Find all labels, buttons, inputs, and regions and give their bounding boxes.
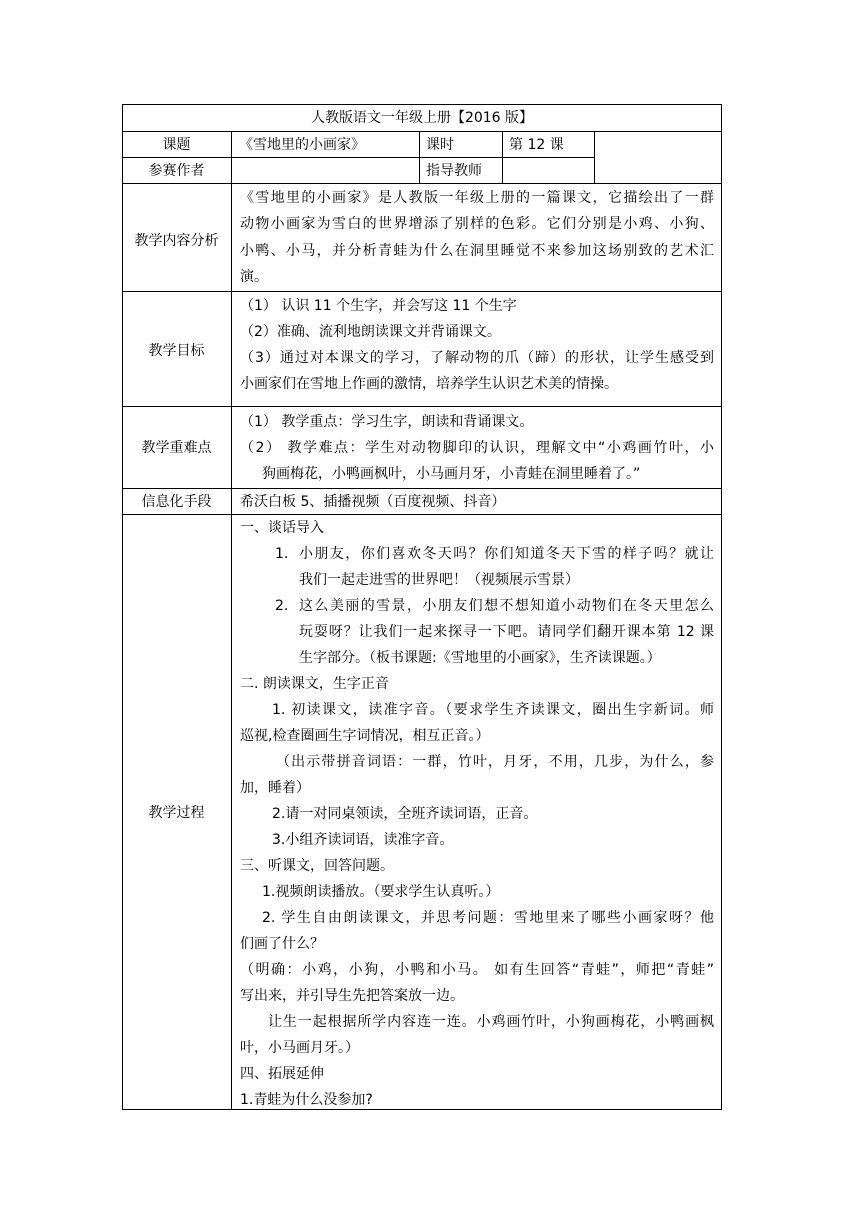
process-line: 3.小组齐读词语，读准字音。 xyxy=(272,832,454,848)
row-line-7 xyxy=(122,514,722,515)
goals-line: 小画家们在雪地上作画的激情，培养学生认识艺术美的情操。 xyxy=(240,376,618,392)
label-column-divider xyxy=(231,131,232,1110)
period-value: 第 12 课 xyxy=(509,137,564,153)
process-line: （明确：小鸡，小狗，小鸭和小马。 如有生回答“青蛙”，师把“青蛙” xyxy=(240,962,714,978)
keypoints-line: 狗画梅花，小鸭画枫叶，小马画月牙，小青蛙在洞里睡着了。” xyxy=(262,466,641,482)
process-line: （出示带拼音词语：一群，竹叶，月牙，不用，几步，为什么，参 xyxy=(276,754,714,770)
period-label: 课时 xyxy=(426,137,454,153)
process-line: 让生一起根据所学内容连一连。小鸡画竹叶，小狗画梅花，小鸭画枫 xyxy=(268,1014,714,1030)
row-line-4 xyxy=(122,291,722,292)
process-line: 加，睡着） xyxy=(240,780,310,796)
lesson-label: 课题 xyxy=(162,137,191,153)
goals-label: 教学目标 xyxy=(148,343,205,359)
process-label: 教学过程 xyxy=(148,805,205,821)
process-line: 巡视,检查圈画生字词情况，相互正音。） xyxy=(240,728,490,744)
analysis-line: 《雪地里的小画家》是人教版一年级上册的一篇课文，它描绘出了一群 xyxy=(240,190,714,206)
goals-line: （3）通过对本课文的学习，了解动物的爪（蹄）的形状，让学生感受到 xyxy=(240,350,714,366)
row-line-6 xyxy=(122,488,722,489)
process-heading: 四、拓展延伸 xyxy=(240,1066,324,1082)
analysis-line: 动物小画家为雪白的世界增添了别样的色彩。它们分别是小鸡、小狗、 xyxy=(240,216,714,232)
process-line: 这么美丽的雪景，小朋友们想不想知道小动物们在冬天里怎么 xyxy=(299,598,714,614)
keypoints-line: （1） 教学重点：学习生字，朗读和背诵课文。 xyxy=(240,414,534,430)
process-line: 2. 学生自由朗读课文，并思考问题：雪地里来了哪些小画家呀？他 xyxy=(262,910,714,926)
row-line-3 xyxy=(122,183,722,184)
process-line: 小朋友，你们喜欢冬天吗？你们知道冬天下雪的样子吗？就让 xyxy=(299,546,714,562)
document-title: 人教版语文一年级上册【2016 版】 xyxy=(310,110,534,126)
list-number: 2. xyxy=(275,598,289,614)
process-line: 1.视频朗读播放。（要求学生认真听。） xyxy=(262,884,500,900)
process-line: 叶，小马画月牙。） xyxy=(240,1040,359,1056)
author-label: 参赛作者 xyxy=(148,163,205,179)
analysis-line: 小鸭、小马，并分析青蛙为什么在洞里睡觉不来参加这场别致的艺术汇 xyxy=(240,243,714,259)
row-line-5 xyxy=(122,406,722,407)
process-heading: 二. 朗读课文，生字正音 xyxy=(240,676,389,692)
media-label: 信息化手段 xyxy=(141,494,212,510)
list-number: 1. xyxy=(275,546,289,562)
process-line: 2.请一对同桌领读，全班齐读词语，正音。 xyxy=(272,806,538,822)
table-border-left xyxy=(122,104,123,1110)
goals-line: （1） 认识 11 个生字，并会写这 11 个生字 xyxy=(240,298,517,314)
process-line: 1.青蛙为什么没参加? xyxy=(240,1092,373,1108)
table-border-bottom xyxy=(122,1109,722,1110)
process-heading: 三、听课文，回答问题。 xyxy=(240,858,394,874)
process-heading: 一、谈话导入 xyxy=(240,520,324,536)
table-border-top xyxy=(122,104,722,105)
process-line: 我们一起走进雪的世界吧！（视频展示雪景） xyxy=(299,572,579,588)
process-line: 生字部分。（板书课题:《雪地里的小画家》，生齐读课题。） xyxy=(299,650,661,666)
process-line: 玩耍呀？让我们一起来探寻一下吧。请同学们翻开课本第 12 课 xyxy=(299,624,714,640)
process-line: 1. 初读课文，读准字音。（要求学生齐读课文，圈出生字新词。师 xyxy=(272,702,714,718)
process-line: 写出来，并引导生先把答案放一边。 xyxy=(240,988,464,1004)
process-line: 们画了什么？ xyxy=(240,936,324,952)
row-line-2 xyxy=(122,157,595,158)
keypoints-label: 教学重难点 xyxy=(141,440,212,456)
goals-line: （2）准确、流利地朗读课文并背诵课文。 xyxy=(240,324,501,340)
row-line-1 xyxy=(122,131,722,132)
table-border-right xyxy=(721,104,722,1110)
analysis-label: 教学内容分析 xyxy=(134,233,219,249)
advisor-label: 指导教师 xyxy=(426,163,482,179)
analysis-line: 演。 xyxy=(240,269,268,285)
lesson-value: 《雪地里的小画家》 xyxy=(239,137,365,153)
media-value: 希沃白板 5、插播视频（百度视频、抖音） xyxy=(240,494,506,510)
keypoints-line: （2） 教学难点：学生对动物脚印的认识，理解文中“小鸡画竹叶，小 xyxy=(240,440,714,456)
